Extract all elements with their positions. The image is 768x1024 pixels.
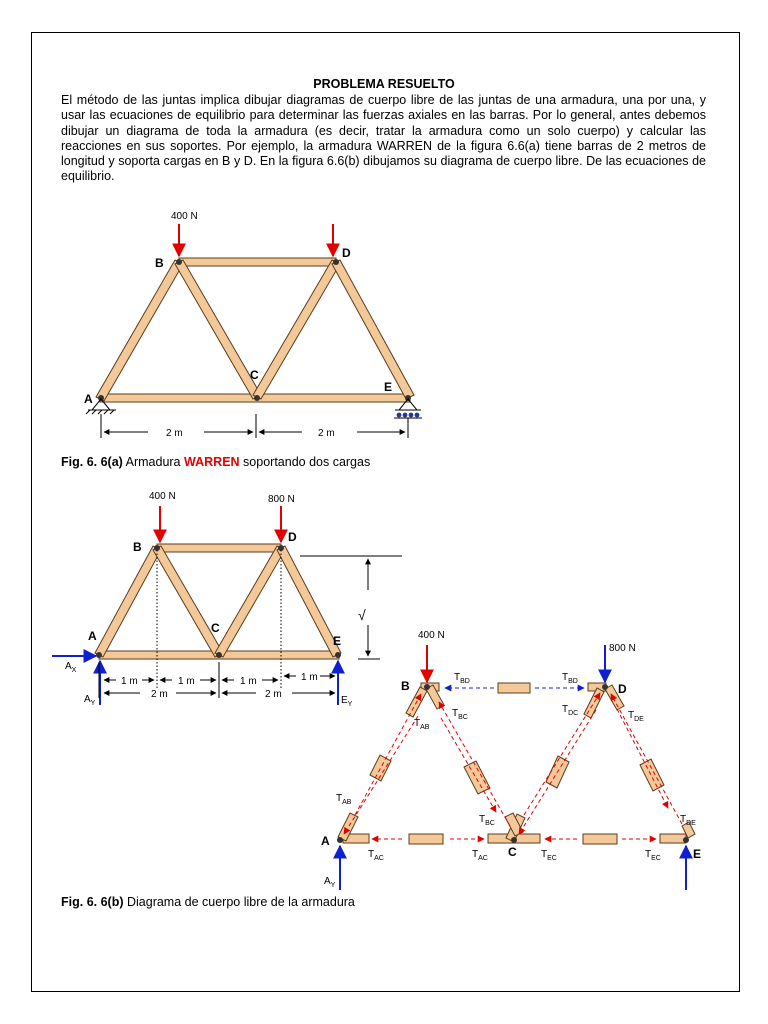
load-label-d: 800 N xyxy=(268,494,295,505)
label-t-ab-a: $T_{AB}$ xyxy=(336,793,352,806)
node-label-c: C xyxy=(250,368,259,382)
joint-a xyxy=(337,837,343,843)
node-label-e: E xyxy=(333,634,342,648)
label-t-ab-b: $T_{AB}$ xyxy=(414,718,430,731)
reaction-label-ax: $A_X$ xyxy=(65,661,77,674)
reaction-label-ay: $A_Y$ xyxy=(84,694,96,707)
node-label-d: D xyxy=(288,530,297,544)
member-bc-segment xyxy=(464,761,490,794)
label-t-bc-b: $T_{BC}$ xyxy=(452,708,468,721)
node-label-e: E xyxy=(384,380,393,394)
node-label-a: A xyxy=(88,629,97,643)
dim-1m-2: 1 m xyxy=(178,676,195,687)
joint-e xyxy=(683,837,689,843)
label-t-de-d: $T_{DE}$ xyxy=(628,710,644,723)
node-label-d: D xyxy=(618,682,627,696)
node-label-b: B xyxy=(133,540,142,554)
figure-b-caption-text: Diagrama de cuerpo libre de la armadura xyxy=(126,895,355,909)
member-de-segment xyxy=(640,759,664,791)
node-label-e: E xyxy=(693,847,702,861)
label-t-dc-d: $T_{DC}$ xyxy=(562,704,579,717)
label-t-bd-d: $T_{BD}$ xyxy=(562,672,578,685)
label-t-ac-c: $T_{AC}$ xyxy=(472,849,488,862)
node-label-c: C xyxy=(508,845,517,859)
problem-paragraph: El método de las juntas implica dibujar diagramas de cuerpo libre de las juntas de una armadura, una por una, y usar las ecuaciones de equilibrio para determinar las fuerzas axiales en las barras. Por lo general, antes debemos dibujar un diagrama de toda la armadura (es decir, tratar la armadura como un solo cuerpo) y calcular las reacciones en sus soportes. Por ejemplo, la armadura WARREN de la figura 6.6(a) tiene barras de 2 metros de longitud y soporta cargas en B y D. En la figura 6.6(b) dibujamos su diagrama de cuerpo libre. De las ecuaciones de equilibrio. xyxy=(61,93,706,184)
node-label-d: D xyxy=(342,246,351,260)
dim-2m-2: 2 m xyxy=(265,689,282,700)
load-label-b: 400 N xyxy=(171,211,198,222)
problem-title: PROBLEMA RESUELTO xyxy=(313,77,455,91)
node-label-b: B xyxy=(155,256,164,270)
node-label-c: C xyxy=(211,621,220,635)
node-label-a: A xyxy=(84,392,93,406)
dim-1m-4: 1 m xyxy=(301,672,318,683)
force-bc-c xyxy=(439,702,510,826)
stub-e-ec xyxy=(660,834,686,843)
figure-a-caption-label: Fig. 6. 6(a) xyxy=(61,455,123,469)
joint-d xyxy=(602,684,608,690)
figure-b-caption-label: Fig. 6. 6(b) xyxy=(61,895,124,909)
reaction-label-ay: $A_Y$ xyxy=(324,876,336,889)
joint-b xyxy=(424,684,430,690)
reaction-label-ey: $E_Y$ xyxy=(341,695,353,708)
force-dc-c xyxy=(519,710,596,834)
load-label-b: 400 N xyxy=(418,630,445,641)
dim-label-right: 2 m xyxy=(318,428,335,439)
label-t-ac-a: $T_{AC}$ xyxy=(368,849,384,862)
figure-a-caption-text-after: soportando dos cargas xyxy=(243,455,371,469)
height-label: √ xyxy=(358,607,366,623)
force-de-d xyxy=(611,694,682,824)
load-label-b: 400 N xyxy=(149,491,176,502)
member-bd-segment xyxy=(498,683,530,693)
label-t-bd-b: $T_{BD}$ xyxy=(454,672,470,685)
load-label-d: 800 N xyxy=(609,643,636,654)
dim-1m-1: 1 m xyxy=(121,676,138,687)
dim-2m-1: 2 m xyxy=(151,689,168,700)
label-t-de-e: $T_{DE}$ xyxy=(680,814,696,827)
dim-1m-3: 1 m xyxy=(240,676,257,687)
label-t-ec-c: $T_{EC}$ xyxy=(541,849,557,862)
node-label-a: A xyxy=(321,834,330,848)
figure-b-caption xyxy=(61,895,355,909)
label-t-ec-e: $T_{EC}$ xyxy=(645,849,661,862)
figure-a-caption-highlight: WARREN xyxy=(184,455,240,469)
member-ac-segment xyxy=(409,834,443,844)
label-t-bc-c: $T_{BC}$ xyxy=(479,814,495,827)
force-de-e xyxy=(617,709,668,808)
joint-c xyxy=(511,837,517,843)
member-ab-segment xyxy=(370,755,391,781)
figure-a-caption-text-before: Armadura xyxy=(125,455,181,469)
node-label-b: B xyxy=(401,679,410,693)
stub-c-ec xyxy=(514,834,540,843)
dim-label-left: 2 m xyxy=(166,428,183,439)
member-ec-segment xyxy=(583,834,617,844)
